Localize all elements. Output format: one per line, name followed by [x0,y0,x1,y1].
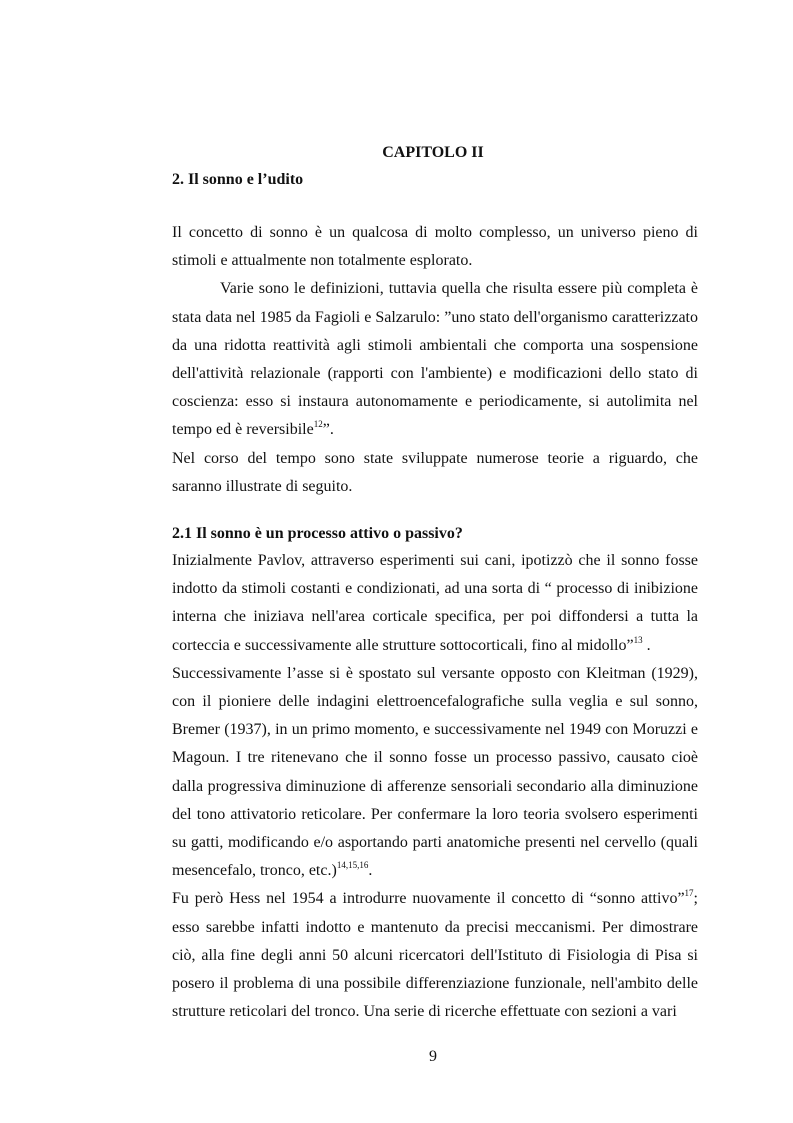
section-2-body [172,219,698,501]
paragraph-kleitman-bremer [172,660,698,886]
hess-text: Fu però Hess nel 1954 a introdurre nuovamente il concetto di “sonno attivo” [172,890,685,908]
paragraph-sleep-concept: Il concetto di sonno è un qualcosa di molto complesso, un universo pieno di stimoli e attualmente non totalmente esplorato. [172,224,698,270]
footnote-ref-17: 17 [684,888,694,899]
section-heading-2: 2. Il sonno e l’udito [172,171,304,188]
paragraph-hess [172,885,698,1026]
footnote-ref-12: 12 [313,419,323,430]
footnote-ref-13: 13 [633,634,643,645]
section-2-1-body [172,547,698,1026]
footnote-ref-14-16: 14,15,16 [336,860,369,871]
section-heading-2-1: 2.1 Il sonno è un processo attivo o passivo? [172,525,463,542]
paragraph-pavlov [172,547,698,660]
definition-text: Varie sono le definizioni, tuttavia quella che risulta essere più completa è stata data nel 1985 da Fagioli e Salzarulo: ”uno stato dell'organismo caratterizzato da una ridotta reattività agli stimoli ambientali che comporta una sospensione dell'attività relazionale (rapporti con l'ambiente) e modificazioni dello stato di coscienza: esso si instaura autonomamente e periodicamente, si autolimita nel tempo ed è reversibile [172,280,698,439]
pavlov-end: . [642,636,651,654]
paragraph-sleep-definition [172,275,698,444]
kleitman-end: . [368,862,373,880]
hess-end: ; esso sarebbe infatti indotto e mantenuto da precisi meccanismi. Per dimostrare ciò, alla fine degli anni 50 alcuni ricercatori dell'Istituto di Fisiologia di Pisa si posero il problema di una possibile differenziazione funzionale, nell'ambito delle strutture reticolari del tronco. Una serie di ricerche effettuate con sezioni a vari [172,890,698,1021]
definition-end: ”. [322,421,334,439]
pavlov-text: Inizialmente Pavlov, attraverso esperimenti sui cani, ipotizzò che il sonno fosse indotto da stimoli costanti e condizionati, ad una sorta di “ processo di inibizione interna che iniziava nell'area corticale specifica, per poi diffondersi a tutta la corteccia e successivamente alle strutture sottocorticali, fino al midollo” [172,552,698,654]
chapter-title: CAPITOLO II [382,144,484,161]
kleitman-text: Successivamente l’asse si è spostato sul versante opposto con Kleitman (1929), con il pioniere delle indagini elettroencefalografiche sulla veglia e sul sonno, Bremer (1937), in un primo momento, e successivamente nel 1949 con Moruzzi e Magoun. I tre ritenevano che il sonno fosse un processo passivo, causato cioè dalla progressiva diminuzione di afferenze sensoriali secondario alla diminuzione del tono attivatorio reticolare. Per confermare la loro teoria svolsero esperimenti su gatti, modificando e/o asportando parti anatomiche presenti nel cervello (quali mesencefalo, tronco, etc.) [172,664,698,880]
paragraph-theories-intro: Nel corso del tempo sono state sviluppate numerose teorie a riguardo, che saranno illustrate di seguito. [172,449,698,495]
page-number: 9 [429,1048,437,1065]
